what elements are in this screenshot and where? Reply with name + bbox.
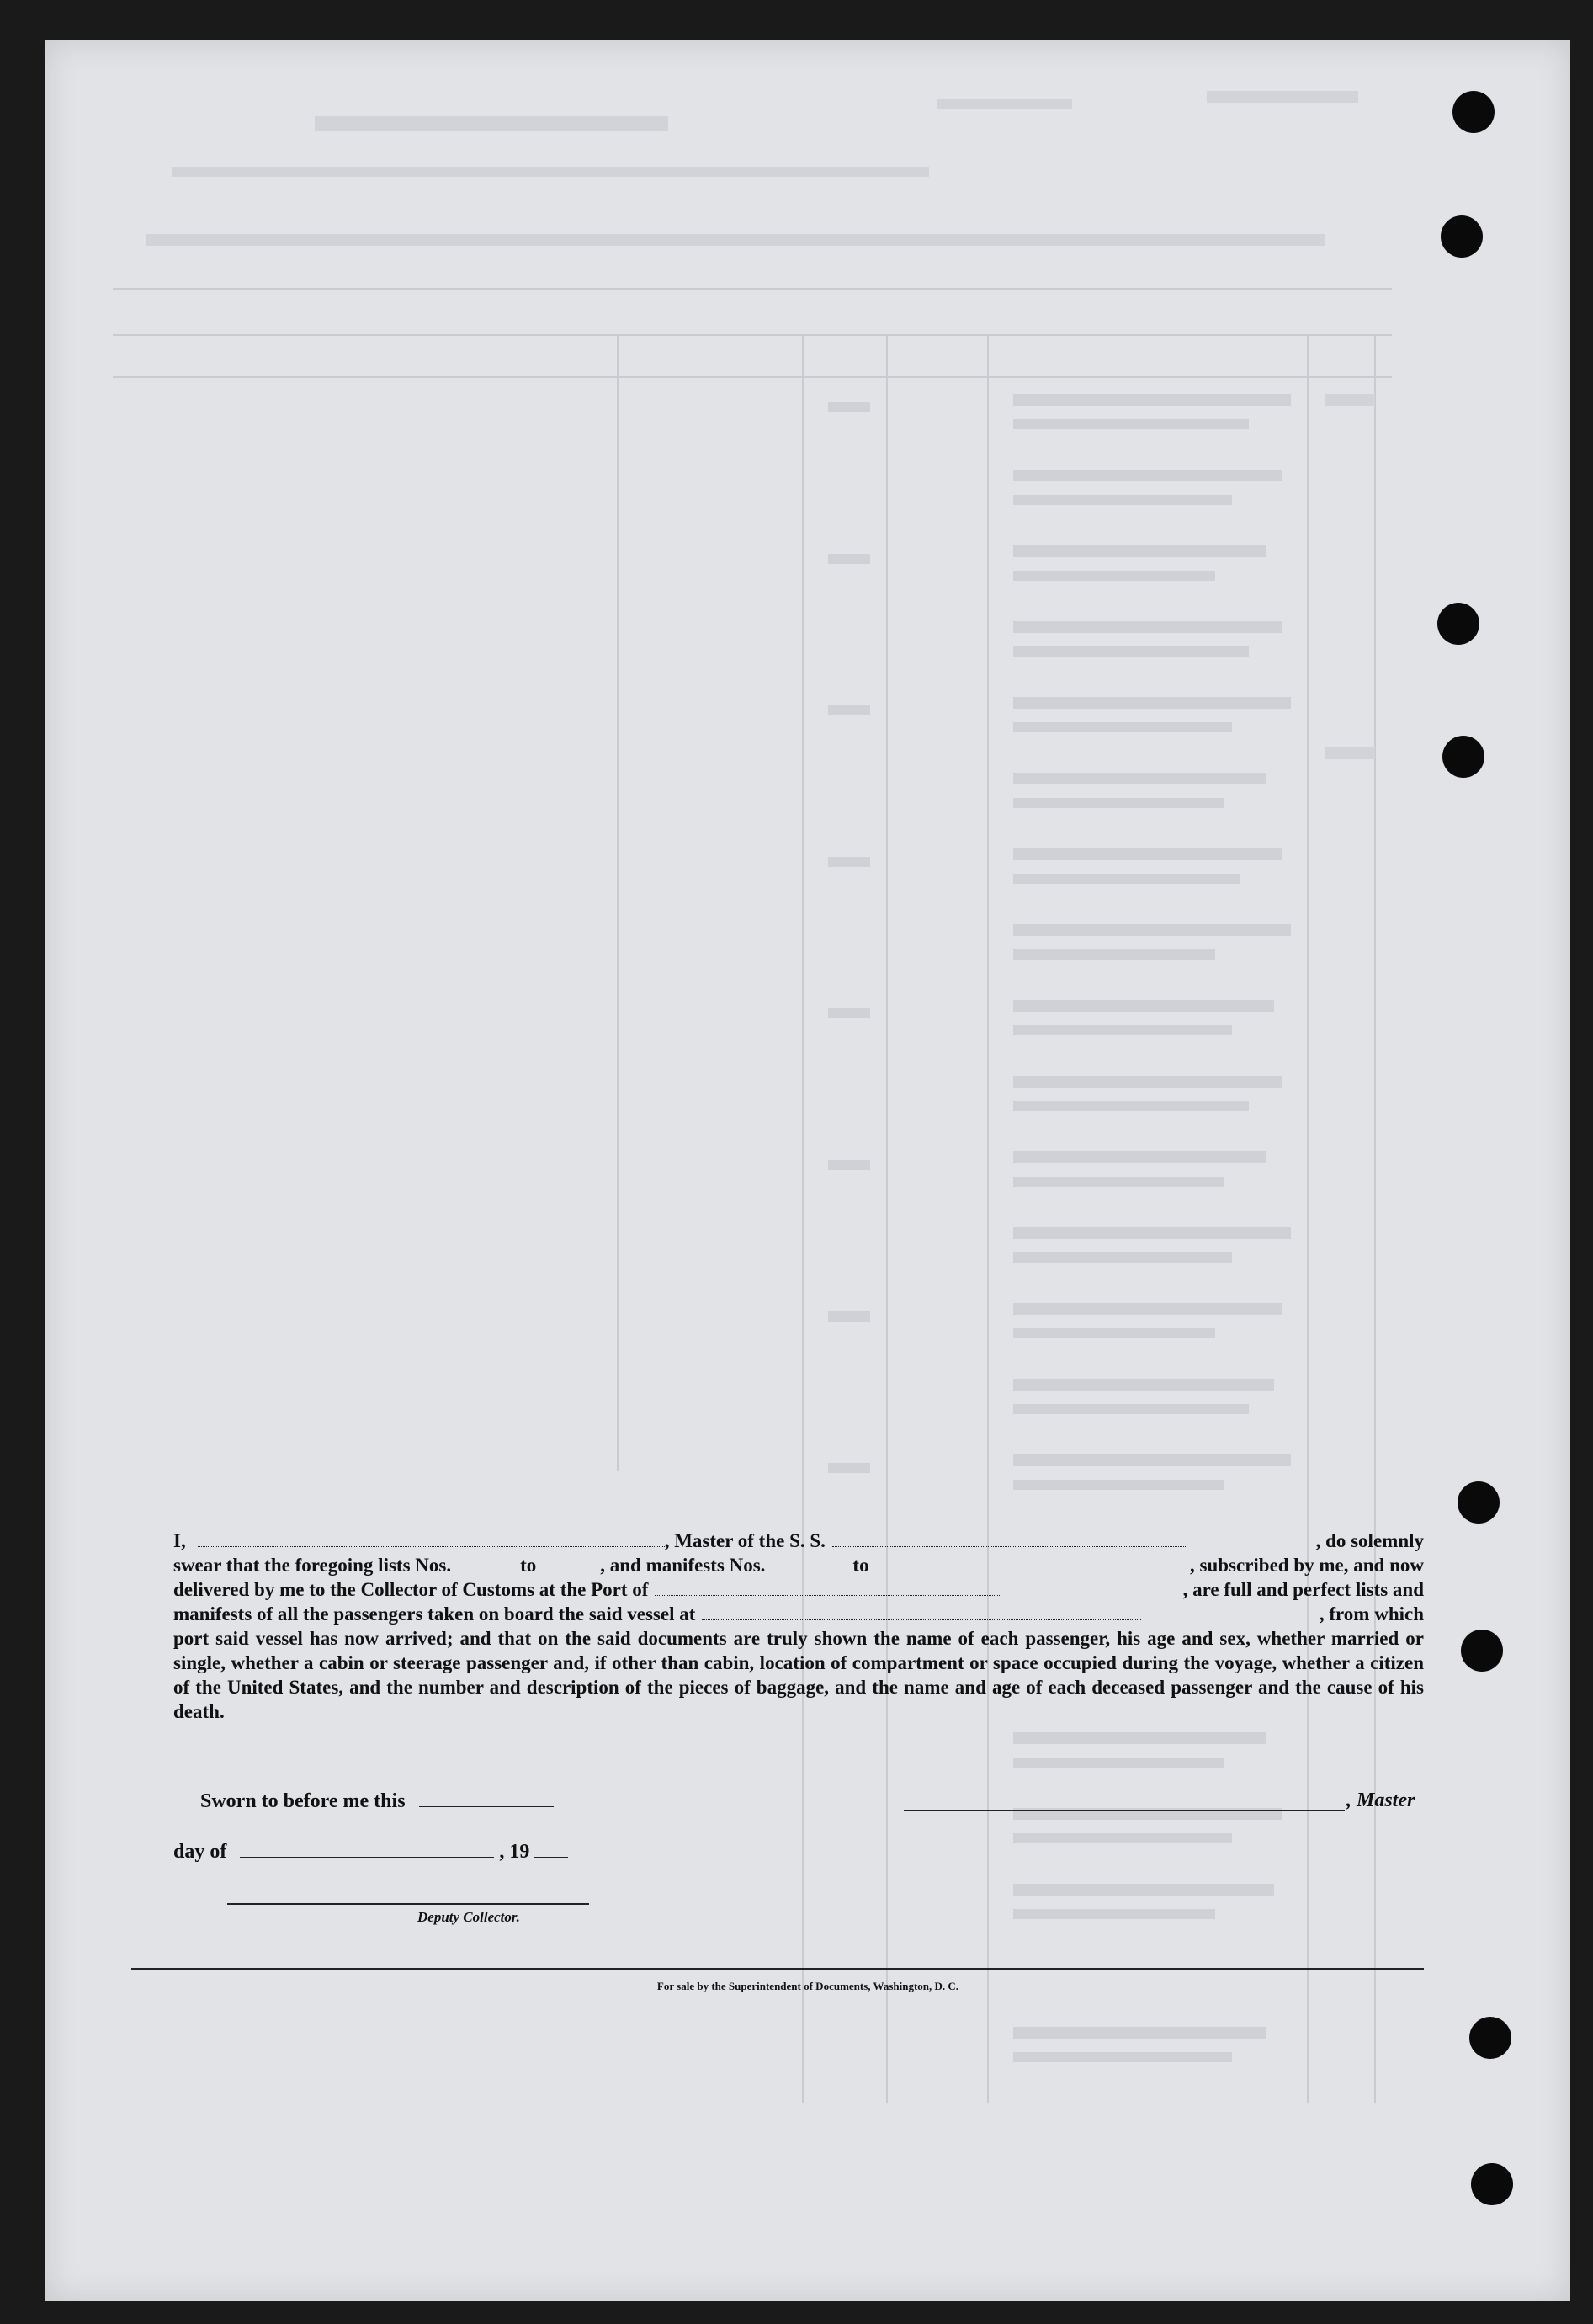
oath-text: , are full and perfect lists and [1182,1579,1424,1600]
bleed-through-background [45,40,1570,2301]
oath-text: , and manifests Nos. [600,1555,766,1576]
sworn-label: Sworn to before me this [200,1790,554,1813]
document-page [45,40,1570,2301]
deputy-collector-label: Deputy Collector. [417,1909,520,1925]
punch-hole [1441,215,1483,258]
master-signature-line[interactable] [904,1810,1345,1811]
oath-line-1 [173,1529,1424,1553]
master-name-field[interactable] [198,1529,665,1547]
list-to-field[interactable] [541,1554,600,1571]
manifest-to-field[interactable] [891,1554,965,1571]
master-oath [173,1529,1424,1724]
oath-line-4 [173,1602,1424,1626]
punch-hole [1437,603,1479,645]
port-field[interactable] [655,1578,1001,1596]
day-of-label: day of , 19 [173,1840,568,1864]
footer-rule [131,1968,1424,1970]
oath-text: , do solemnly [1315,1530,1424,1551]
deputy-signature-line[interactable] [227,1903,589,1905]
day-of-field[interactable] [240,1840,494,1858]
oath-text: swear that the foregoing lists Nos. [173,1555,452,1576]
vessel-name-field[interactable] [832,1529,1186,1547]
oath-text: to [852,1555,869,1576]
oath-text: , subscribed by me, and now [1190,1555,1424,1576]
oath-text: , Master of the S. S. [664,1530,826,1551]
oath-text: to [520,1555,537,1576]
punch-hole [1471,2163,1513,2205]
year-label: , 19 [499,1841,530,1863]
punch-hole [1458,1481,1500,1524]
year-field[interactable] [534,1840,568,1858]
master-label: , Master [1346,1790,1415,1811]
oath-text: I, [173,1530,186,1551]
punch-hole [1452,91,1495,133]
embarkation-port-field[interactable] [702,1603,1141,1620]
sworn-date-field[interactable] [419,1790,554,1807]
oath-line-2 [173,1553,1424,1577]
punch-hole [1461,1630,1503,1672]
oath-body: port said vessel has now arrived; and that on the said documents are truly shown the name of each passenger, his age and sex, whether married or single, whether a cabin or steerage passenger and, if other than cabin, location of compartment or space occupied during the voyage, whether a citizen of the United States, and the number and description of the pieces of baggage, and the name and age of each deceased passenger and the cause of his death. [173,1628,1424,1722]
punch-hole [1442,736,1484,778]
punch-hole [1469,2017,1511,2059]
oath-text: delivered by me to the Collector of Customs at the Port of [173,1579,649,1600]
footer-note: For sale by the Superintendent of Documents, Washington, D. C. [656,1980,959,1992]
list-from-field[interactable] [458,1554,513,1571]
manifest-from-field[interactable] [772,1554,831,1571]
oath-text: , from which [1319,1603,1424,1625]
oath-text: manifests of all the passengers taken on board the said vessel at [173,1603,696,1625]
oath-line-3 [173,1577,1424,1602]
